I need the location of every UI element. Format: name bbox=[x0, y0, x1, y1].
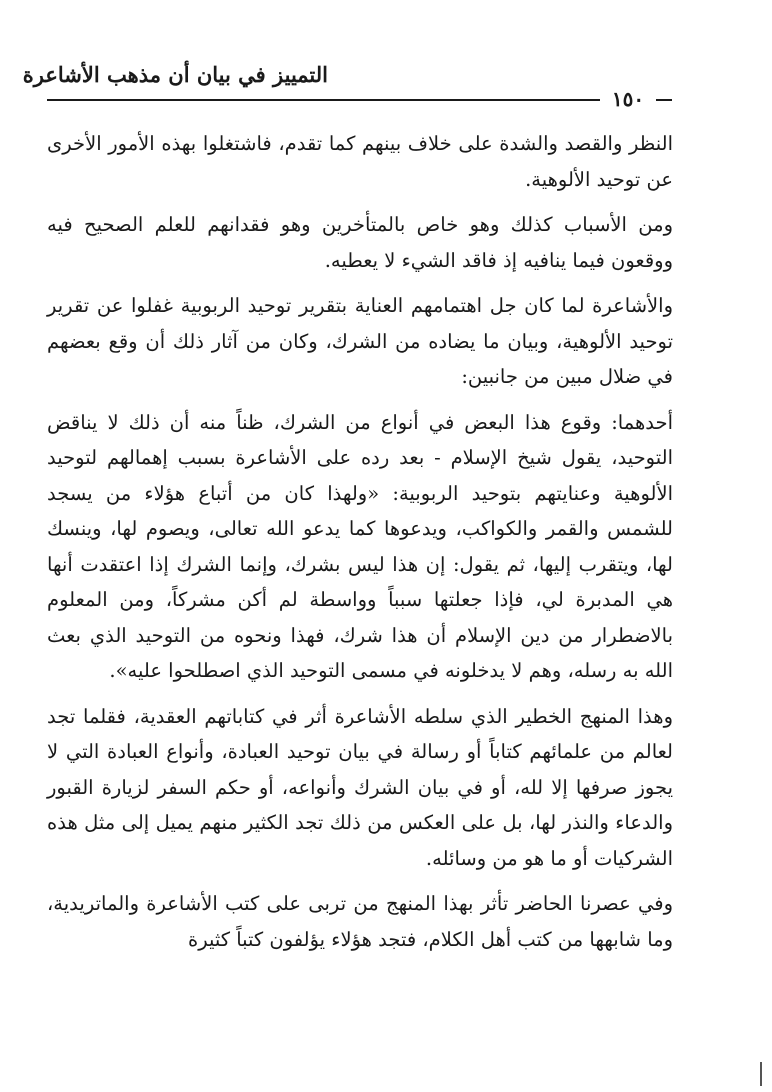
paragraph: والأشاعرة لما كان جل اهتمامهم العناية بتقرير توحيد الربوبية غفلوا عن تقرير توحيد الألوهية، وبيان ما يضاده من الشرك، وكان من آثار ذلك أن وقع بعضهم في ضلال مبين من جانبين: bbox=[47, 294, 673, 388]
body-text bbox=[47, 126, 673, 967]
paragraph: وفي عصرنا الحاضر تأثر بهذا المنهج من تربى على كتب الأشاعرة والماتريدية، وما شابهها من كتب أهل الكلام، فتجد هؤلاء يؤلفون كتباً كثيرة bbox=[47, 892, 673, 951]
paragraph: النظر والقصد والشدة على خلاف بينهم كما تقدم، فاشتغلوا بهذه الأمور الأخرى عن توحيد الألوهية. bbox=[47, 132, 673, 191]
paragraph: أحدهما: وقوع هذا البعض في أنواع من الشرك، ظناً منه أن ذلك لا يناقض التوحيد، يقول شيخ الإسلام - بعد رده على الأشاعرة بسبب إهمالهم لتوحيد الألوهية وعنايتهم بتوحيد الربوبية: «ولهذا كان من أتباع هؤلاء من يسجد للشمس والقمر والكواكب، ويدعوها كما يدعو الله تعالى، ويصوم لها، وينسك لها، ويتقرب إليها، ثم يقول: إن هذا ليس بشرك، وإنما الشرك إذا اعتقدت أنها هي المدبرة لي، فإذا جعلتها سبباً وواسطة لم أكن مشركاً، ومن المعلوم بالاضطرار من دين الإسلام أن هذا شرك، فهذا ونحوه من التوحيد الذي بعث الله به رسله، وهم لا يدخلونه في مسمى التوحيد الذي اصطلحوا عليه». bbox=[47, 410, 673, 682]
margin-mark bbox=[760, 1062, 762, 1086]
running-header-title: التمييز في بيان أن مذهب الأشاعرة bbox=[22, 62, 328, 87]
paragraph: وهذا المنهج الخطير الذي سلطه الأشاعرة أثر في كتاباتهم العقدية، فقلما تجد لعالم من علمائهم كتاباً أو رسالة في بيان توحيد العبادة، وأنواع العبادة التي لا يجوز صرفها إلا لله، أو في بيان الشرك وأنواعه، أو حكم السفر لزيارة القبور والدعاء والنذر لها، بل على العكس من ذلك تجد الكثير منهم يميل إلى مثل هذه الشركيات أو ما هو من وسائله. bbox=[47, 704, 673, 870]
paragraph: ومن الأسباب كذلك وهو خاص بالمتأخرين وهو فقدانهم للعلم الصحيح فيه ووقعون فيما ينافيه إذ فاقد الشيء لا يعطيه. bbox=[47, 213, 673, 272]
header-rule bbox=[47, 99, 613, 101]
page-number: ١٥٠ bbox=[600, 87, 656, 111]
